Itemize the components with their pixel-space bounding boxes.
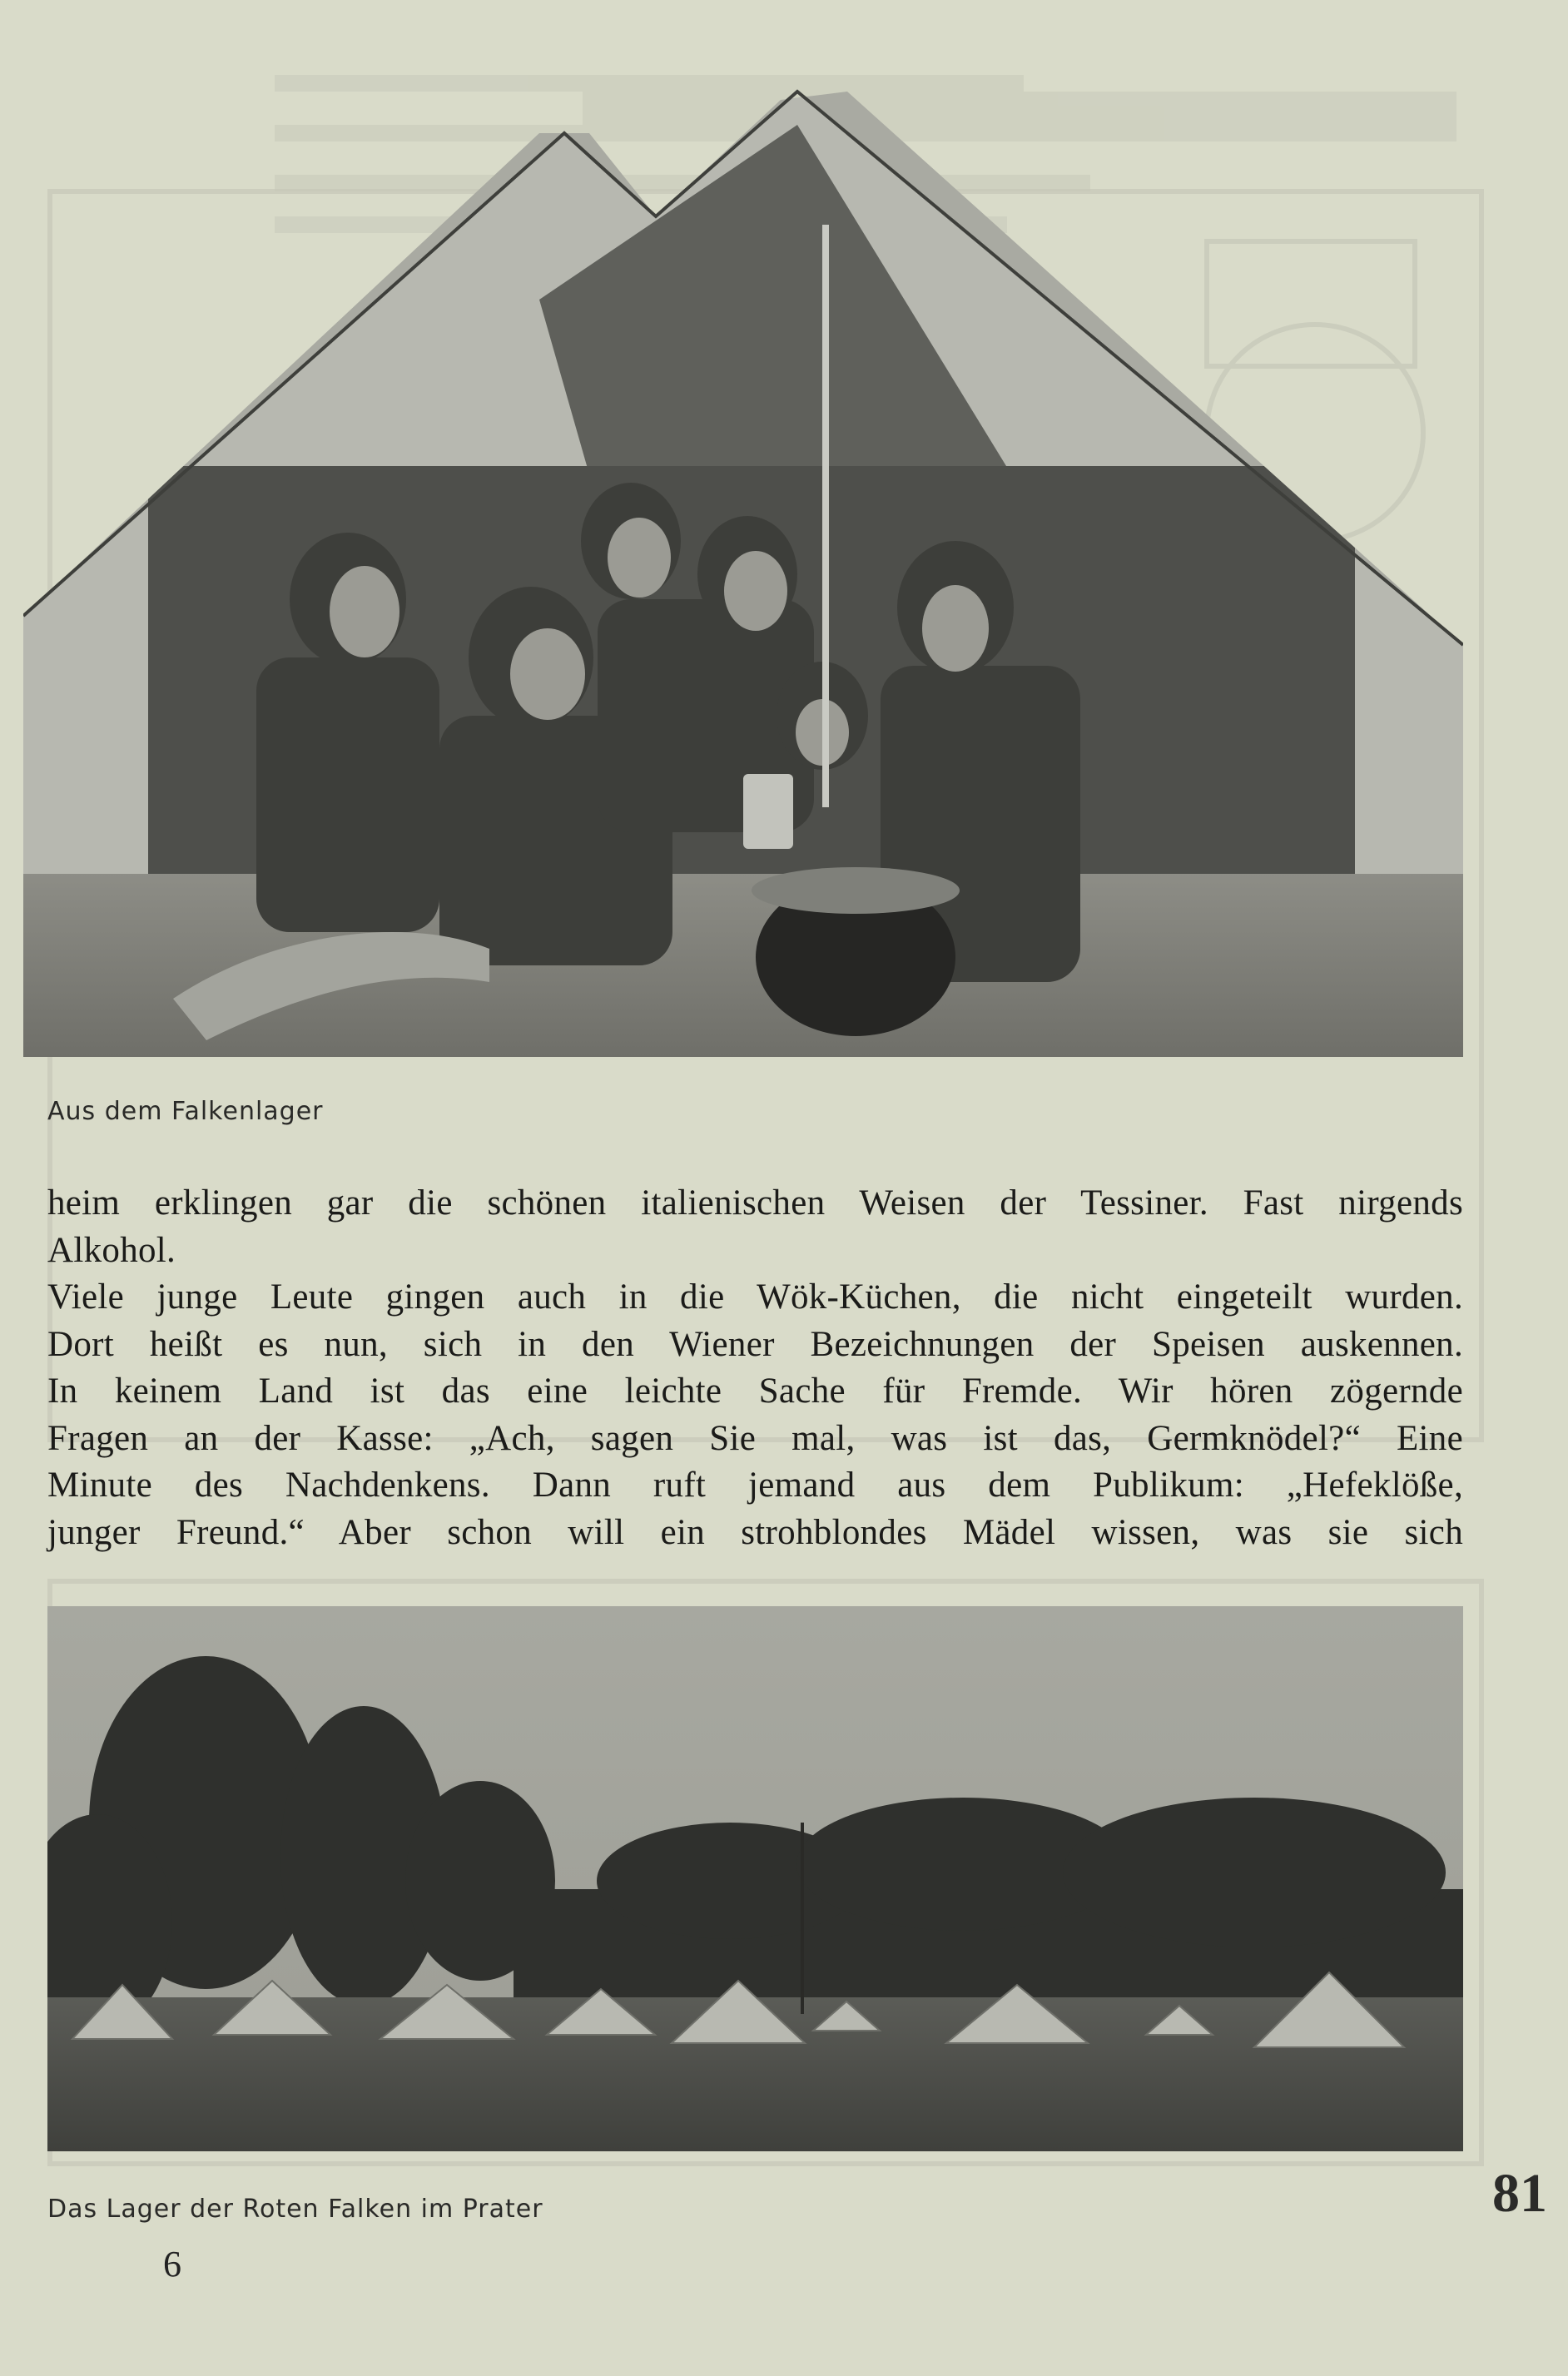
camp-tent-photo: [23, 0, 1463, 1057]
body-line: Viele junge Leute gingen auch in die Wök-Küchen, die nicht eingeteilt wurden.: [47, 1277, 1463, 1317]
body-line: heim erklingen gar die schönen italienischen Weisen der Tessiner. Fast nirgends: [47, 1183, 1463, 1223]
campsite-meadow-photo: [47, 1606, 1463, 2151]
body-line: junger Freund.“ Aber schon will ein strohblondes Mädel wissen, was sie sich: [47, 1512, 1463, 1552]
reverse-page-number: 81: [1492, 2163, 1547, 2224]
photo-caption-bottom: Das Lager der Roten Falken im Prater: [47, 2195, 543, 2224]
body-text: [47, 1180, 1463, 1556]
photo-caption-top: Aus dem Falkenlager: [47, 1097, 324, 1126]
body-line: Fragen an der Kasse: „Ach, sagen Sie mal, was ist das, Germknödel?“ Eine: [47, 1418, 1463, 1458]
body-line: Minute des Nachdenkens. Dann ruft jemand aus dem Publikum: „Hefeklöße,: [47, 1466, 1463, 1505]
body-line: Dort heißt es nun, sich in den Wiener Bezeichnungen der Speisen auskennen.: [47, 1324, 1463, 1364]
body-line: In keinem Land ist das eine leichte Sache für Fremde. Wir hören zögernde: [47, 1372, 1463, 1411]
page-number: 6: [163, 2244, 181, 2284]
body-line: Alkohol.: [47, 1230, 176, 1270]
